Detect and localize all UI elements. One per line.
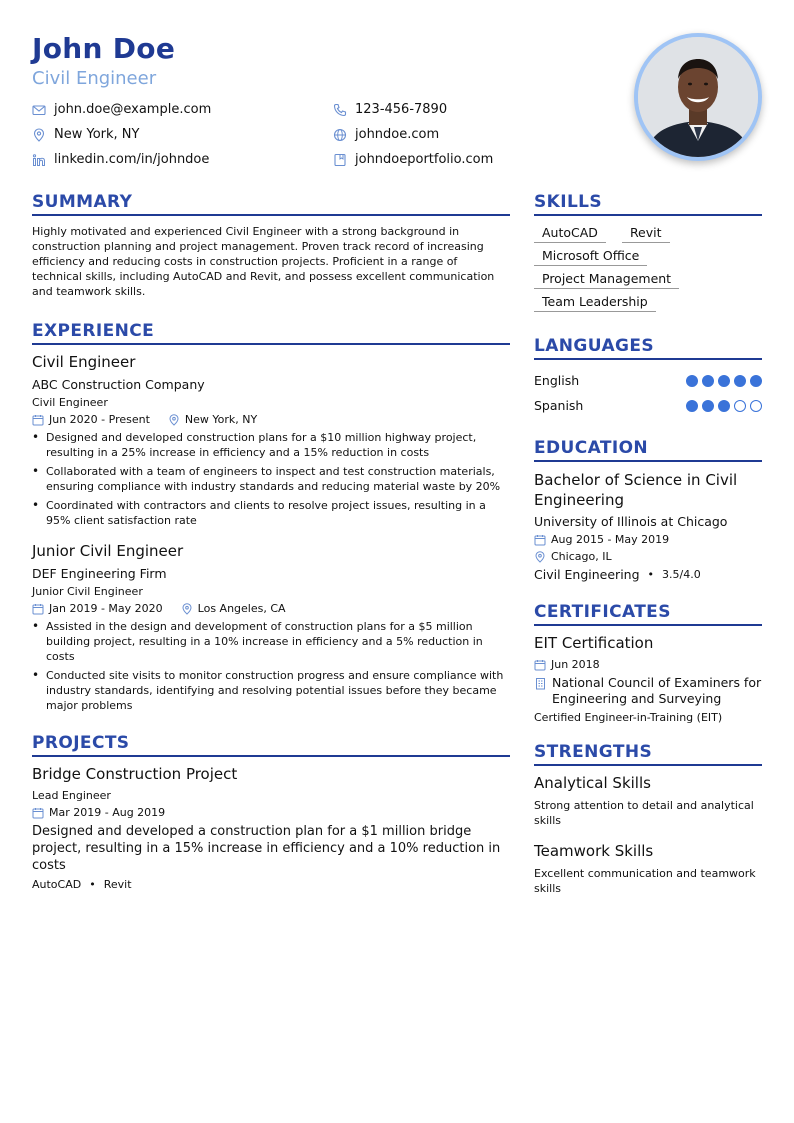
job-dates: Jun 2020 - Present [49,413,150,426]
experience-item [32,353,510,528]
calendar-icon [32,414,44,426]
proficiency-dot-filled [686,400,698,412]
skill-tag: AutoCAD [534,224,606,243]
contact-website[interactable] [333,125,592,144]
job-location: Los Angeles, CA [197,602,286,615]
skills-list [534,224,762,316]
project-tag: AutoCAD [32,878,82,891]
education-dates: Aug 2015 - May 2019 [551,533,670,546]
location-icon [32,128,46,142]
contact-text: john.doe@example.com [54,102,212,117]
education-item [534,470,762,582]
education-dates-row [534,533,762,546]
bullet-item: • Designed and developed construction plans for a $10 million highway project, resulting in a 25% increase in efficiency and a 15% reduction in costs [32,430,510,460]
contact-email[interactable] [32,100,333,119]
proficiency-dot-filled [702,400,714,412]
calendar-icon [534,534,546,546]
proficiency-dot-filled [750,375,762,387]
proficiency-dot-filled [702,375,714,387]
location-icon [181,603,193,615]
portfolio-icon [333,153,347,167]
contact-text: 123-456-7890 [355,102,448,117]
contact-list [32,100,592,169]
certificate-description: Certified Engineer-in-Training (EIT) [534,711,723,724]
building-icon [534,677,547,690]
languages-list [534,368,762,418]
project-role: Lead Engineer [32,789,111,802]
summary-heading: SUMMARY [32,192,510,216]
proficiency-dot-filled [734,375,746,387]
certificate-date: Jun 2018 [551,658,600,671]
skill-tag: Project Management [534,270,679,289]
project-title: Bridge Construction Project [32,765,238,783]
contact-text: johndoeportfolio.com [355,152,494,167]
degree-title: Bachelor of Science in Civil Engineering [534,471,738,509]
skill-tag: Revit [622,224,670,243]
calendar-icon [32,603,44,615]
strength-item [534,842,762,896]
company-name: DEF Engineering Firm [32,566,167,581]
location-icon [168,414,180,426]
separator-dot: • [89,878,96,891]
calendar-icon [32,807,44,819]
job-meta [32,413,510,426]
project-meta [32,806,510,819]
proficiency-dots [682,375,762,387]
contact-linkedin[interactable] [32,150,333,169]
project-tags [32,878,510,891]
job-title: Junior Civil Engineer [32,542,184,560]
education-gpa: 3.5/4.0 [662,568,701,581]
contact-text: johndoe.com [355,127,440,142]
skill-tag: Team Leadership [534,293,656,312]
strength-item [534,774,762,828]
certificate-issuer-row [534,675,762,707]
strength-title: Teamwork Skills [534,842,654,860]
project-description: Designed and developed a construction plan for a $1 million bridge project, resulting in a 15% increase in efficiency and a 10% reduction in costs [32,824,501,873]
bullet-item: • Collaborated with a team of engineers to inspect and test construction materials, ensuring compliance with industry standards and reducing material waste by 20% [32,464,510,494]
bullet-item: • Coordinated with contractors and clients to resolve project issues, resulting in a 95% client satisfaction rate [32,498,510,528]
education-field-row [534,567,762,582]
school-name: University of Illinois at Chicago [534,514,728,529]
language-item [534,368,762,393]
proficiency-dot-filled [686,375,698,387]
language-item [534,393,762,418]
job-title: Civil Engineer [32,353,136,371]
certificates-heading: CERTIFICATES [534,602,762,626]
proficiency-dot-filled [718,375,730,387]
bullet-item: • Assisted in the design and development of construction plans for a $5 million building project, resulting in a 10% increase in efficiency and a 5% reduction in costs [32,619,510,664]
phone-icon [333,103,347,117]
strength-description: Strong attention to detail and analytical skills [534,799,754,827]
strength-title: Analytical Skills [534,774,651,792]
separator-dot: • [647,568,655,581]
experience-item [32,542,510,713]
project-dates: Mar 2019 - Aug 2019 [49,806,166,819]
bullet-item: • Conducted site visits to monitor construction progress and ensure compliance with industry standards, identifying and resolving potential issues before they became major problems [32,668,510,713]
certificate-issuer: National Council of Examiners for Engineering and Surveying [552,675,762,706]
strengths-heading: STRENGTHS [534,742,762,766]
job-bullets [32,430,510,528]
candidate-name: John Doe [32,32,176,65]
contact-portfolio[interactable] [333,150,592,169]
linkedin-icon [32,153,46,167]
contact-phone[interactable] [333,100,592,119]
location-icon [534,551,546,563]
project-item [32,765,510,891]
side-column [534,192,762,910]
mail-icon [32,103,46,117]
contact-text: linkedin.com/in/johndoe [54,152,210,167]
language-name: English [534,373,580,388]
certificate-date-row [534,658,762,671]
experience-heading: EXPERIENCE [32,321,510,345]
job-bullets [32,619,510,713]
company-name: ABC Construction Company [32,377,205,392]
education-location: Chicago, IL [551,550,612,563]
summary-text: Highly motivated and experienced Civil Engineer with a strong background in construction planning and project management. Proven track record of increasing efficiency and reducing costs in construction projects. Proficient in a range of technical skills, including AutoCAD and Revit, and possess excellent communication and teamwork skills. [32,225,495,298]
job-location: New York, NY [184,413,258,426]
language-name: Spanish [534,398,584,413]
calendar-icon [534,659,546,671]
certificate-item [534,634,762,724]
education-location-row [534,550,762,563]
proficiency-dot-empty [750,400,762,412]
skill-tag: Microsoft Office [534,247,647,266]
education-field: Civil Engineering [534,567,640,582]
main-column [32,192,510,905]
contact-text: New York, NY [54,127,140,142]
job-position: Junior Civil Engineer [32,585,143,598]
proficiency-dot-filled [718,400,730,412]
proficiency-dot-empty [734,400,746,412]
projects-heading: PROJECTS [32,733,510,757]
contact-location [32,125,333,144]
job-position: Civil Engineer [32,396,108,409]
languages-heading: LANGUAGES [534,336,762,360]
profile-photo [634,33,762,161]
certificate-title: EIT Certification [534,634,654,652]
job-meta [32,602,510,615]
proficiency-dots [682,400,762,412]
candidate-title: Civil Engineer [32,68,157,89]
skills-heading: SKILLS [534,192,762,216]
project-tag: Revit [103,878,132,891]
education-heading: EDUCATION [534,438,762,462]
strength-description: Excellent communication and teamwork skills [534,867,756,895]
globe-icon [333,128,347,142]
job-dates: Jan 2019 - May 2020 [49,602,163,615]
